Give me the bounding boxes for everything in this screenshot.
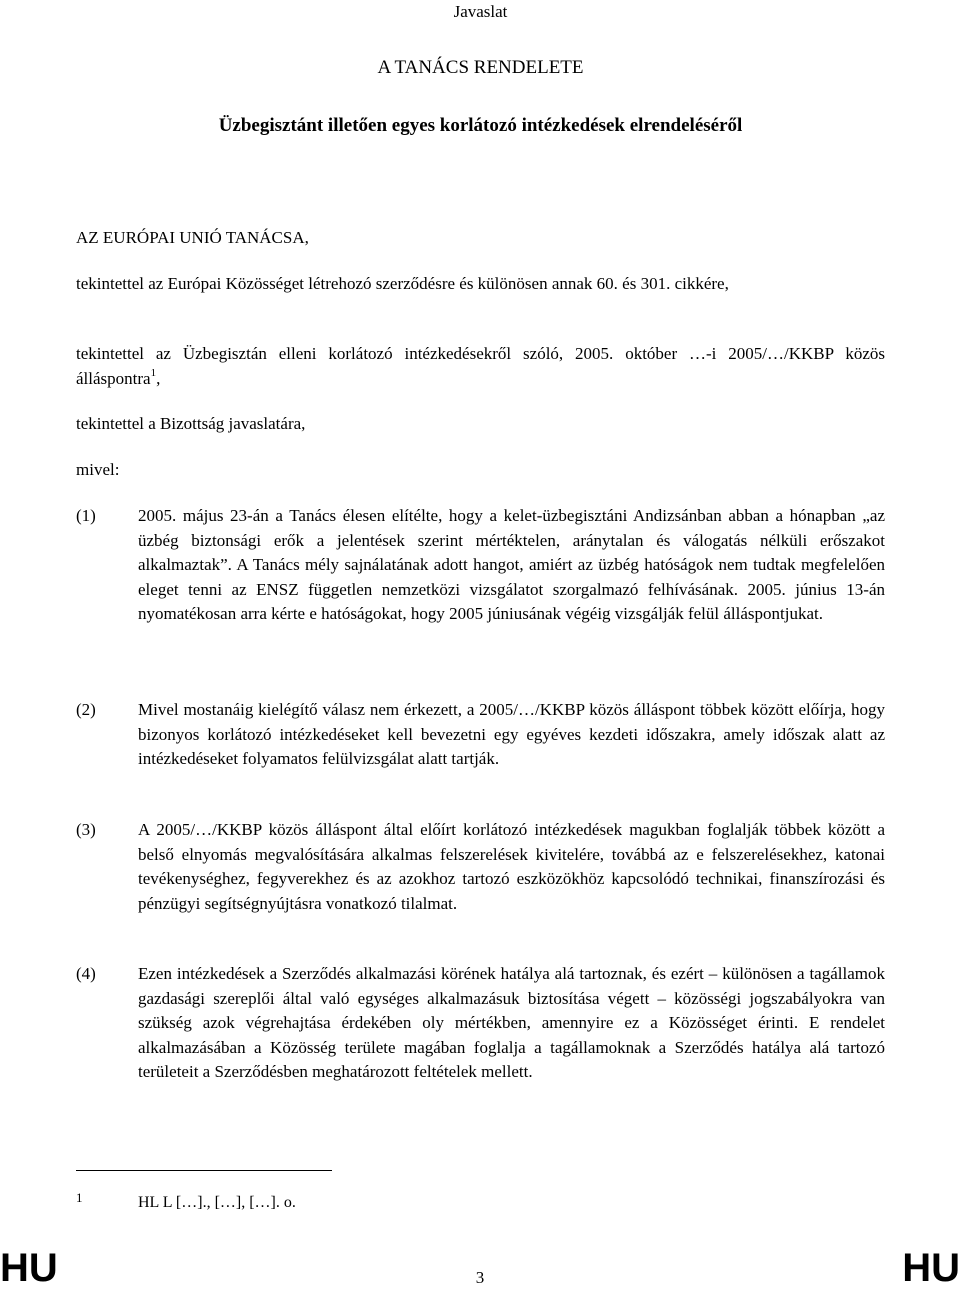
language-code-left: HU [0, 1246, 58, 1290]
clause-number: (2) [76, 700, 96, 719]
footnote-divider [76, 1170, 332, 1171]
council-heading: AZ EURÓPAI UNIÓ TANÁCSA, [76, 228, 309, 247]
whereas-label: mivel: [76, 460, 120, 479]
recital-common-position-text: tekintettel az Üzbegisztán elleni korlátozó intézkedésekről szóló, 2005. október …-i 2005/…/KKBP közös álláspontra [76, 344, 885, 388]
recital-treaty: tekintettel az Európai Közösséget létrehozó szerződésre és különösen annak 60. és 301. cikkére, [76, 274, 729, 293]
clause-text: A 2005/…/KKBP közös álláspont által előírt korlátozó intézkedések magukban foglalják többek között a belső elnyomás megvalósítására alkalmas felszerelések kivitelére, továbbá az e felszerelésekhez, katonai tevékenységhez, fegyverekhez és az azokhoz tartozó eszközökhöz kapcsolódó technikai, finanszírozási és pénzügyi segítségnyújtásra vonatkozó tilalmat. [138, 820, 885, 913]
clause-text: Mivel mostanáig kielégítő válasz nem érkezett, a 2005/…/KKBP közös álláspont többek között előírja, hogy bizonyos korlátozó intézkedéseket kell bevezetni egy egyéves kezdeti időszakra, amely időszak alatt az intézkedéseket folyamatos felülvizsgálat alatt tartják. [138, 700, 885, 768]
recital-commission: tekintettel a Bizottság javaslatára, [76, 414, 306, 433]
clause-number: (4) [76, 964, 96, 983]
language-code-right: HU [902, 1246, 960, 1290]
footnote-reference: 1 [150, 366, 157, 379]
document-subtitle: Üzbegisztánt illetően egyes korlátozó intézkedések elrendeléséről [218, 115, 743, 136]
clause-number: (1) [76, 506, 96, 525]
footnote-text: HL L […]., […], […]. o. [138, 1194, 296, 1211]
clause-number: (3) [76, 820, 96, 839]
recital-common-position [76, 342, 885, 391]
page-number: 3 [475, 1268, 485, 1287]
clause-text: Ezen intézkedések a Szerződés alkalmazási körének hatálya alá tartoznak, és ezért – különösen a tagállamok gazdasági szereplői által való egységes alkalmazásuk biztosítása végett – közösségi jogszabályokra van szükség azok végrehajtása érdekében oly mértékben, amennyire ez a Közösséget érinti. E rendelet alkalmazásában a Közösség területe magában foglalja a tagállamoknak a Szerződés hatálya alá tartozó területeit a Szerződésben meghatározott feltételek mellett. [138, 964, 885, 1081]
clause-text: 2005. május 23-án a Tanács élesen elítélte, hogy a kelet-üzbegisztáni Andizsánban abban a hónapban „az üzbég biztonsági erők a jelentések szerint mértéktelen, aránytalan és válogatás nélküli erőszakot alkalmaztak”. A Tanács mély sajnálatának adott hangot, amiért az üzbég hatóságok nem tudtak megfelelően eleget tenni az ENSZ független nemzetközi vizsgálatot szorgalmazó felhívásának. 2005. június 13-án nyomatékosan arra kérte e hatóságokat, hogy 2005 júniusának végéig vizsgálják felül álláspontjukat. [138, 506, 885, 623]
recital-common-position-end: , [156, 368, 161, 388]
document-title: A TANÁCS RENDELETE [377, 57, 584, 78]
proposal-label: Javaslat [453, 2, 508, 21]
footnote-number: 1 [76, 1190, 83, 1205]
